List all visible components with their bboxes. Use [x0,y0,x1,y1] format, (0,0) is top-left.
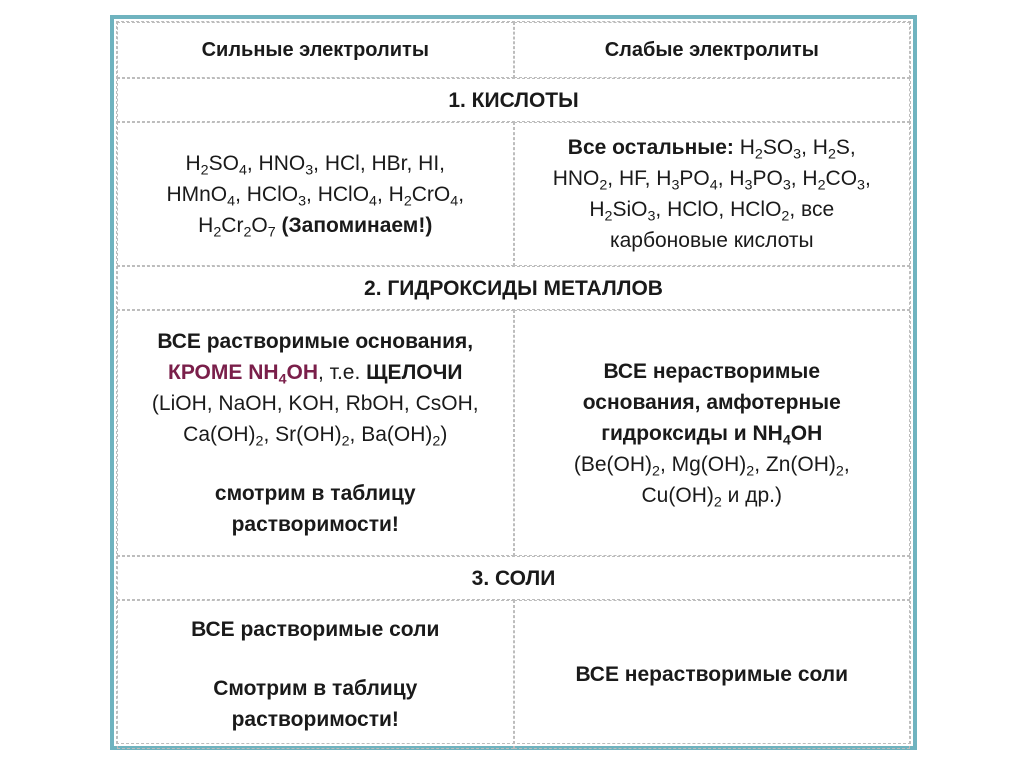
strong-hydroxides-line-2: КРОМЕ $NH_4OH$, т.е. ЩЕЛОЧИ [168,361,463,388]
weak-hydroxides-line-3: гидроксиды и $NH_4OH$ [601,421,823,448]
memorize-note: (Запоминаем!) [281,213,433,237]
weak-salts-line-1: ВСЕ нерастворимые соли [575,663,849,686]
solubility-note-line-2: растворимости! [231,513,399,536]
weak-hydroxides-line-4: ($Be(OH)_2$, $Mg(OH)_2$, $Zn(OH)_2$, [573,452,850,479]
electrolytes-table [116,21,911,744]
weak-acids-line-2: $HNO_2$, HF, $H_3PO_4$, $H_3PO_3$, $H_2CO_3$, [552,167,871,194]
strong-acids-line-2: HMnO$_4$, HClO$_3$, HClO$_4$, $H_2CrO_4$, [166,182,465,209]
weak-salts-cell [514,600,911,749]
weak-hydroxides-line-5: $Cu(OH)_2$ и др.) [641,483,782,510]
section-salts-title: 3. СОЛИ [117,556,910,600]
strong-acids-line-1: $H_2SO_4$, $HNO_3$, HCl, HBr, HI, [185,151,446,178]
salts-solubility-note-2: растворимости! [231,708,399,731]
salts-solubility-note-1: Смотрим в таблицу [213,677,418,700]
table-frame [110,15,917,750]
solubility-note-line-1: смотрим в таблицу [214,482,416,505]
strong-hydroxides-line-3: (LiOH, NaOH, KOH, RbOH, CsOH, [151,392,479,415]
strong-acids-line-3: $H_2Cr_2O_7$ (Запоминаем!) [198,213,433,240]
strong-hydroxides-line-4: $Ca(OH)_2$, $Sr(OH)_2$, $Ba(OH)_2$) [183,423,448,450]
header-strong-electrolytes: Сильные электролиты [117,22,514,78]
strong-hydroxides-cell [117,310,514,556]
strong-hydroxides-line-1: ВСЕ растворимые основания, [157,330,474,353]
strong-salts-line-1: ВСЕ растворимые соли [191,618,440,641]
weak-acids-line-4: карбоновые кислоты [609,229,814,252]
section-hydroxides-title: 2. ГИДРОКСИДЫ МЕТАЛЛОВ [117,266,910,310]
weak-hydroxides-line-2: основания, амфотерные [582,390,841,414]
strong-acids-cell [117,122,514,266]
except-nh4oh-label: КРОМЕ $NH_4OH$ [168,361,318,388]
weak-acids-cell [514,122,911,266]
weak-hydroxides-cell [514,310,911,556]
section-acids-title: 1. КИСЛОТЫ [117,78,910,122]
weak-acids-line-1: Все остальные: $H_2SO_3$, $H_2S$, [567,136,856,163]
header-weak-electrolytes: Слабые электролиты [514,22,911,78]
weak-hydroxides-line-1: ВСЕ нерастворимые [603,359,821,383]
strong-salts-cell [117,600,514,749]
weak-acids-line-3: $H_2SiO_3$, HClO, HClO$_2$, все [589,198,835,225]
